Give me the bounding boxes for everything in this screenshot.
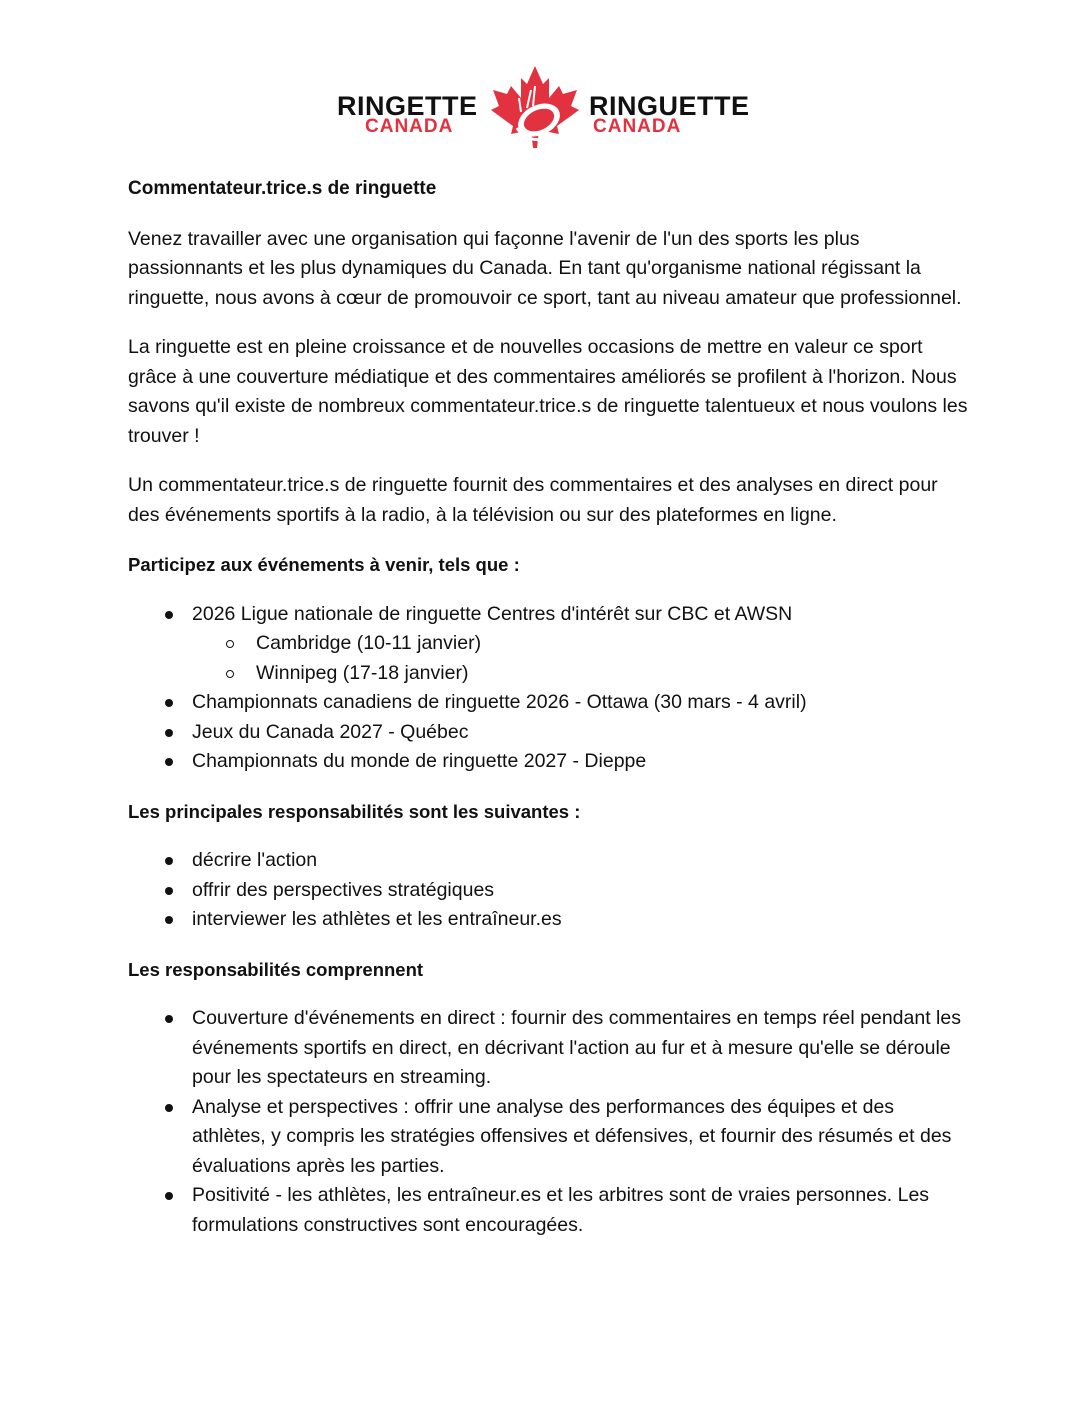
responsibility-item: décrire l'action <box>128 846 968 876</box>
logo-canada-text-en: CANADA <box>365 116 454 137</box>
logo-ringuette-text: RINGUETTE <box>589 91 750 121</box>
event-item: 2026 Ligue nationale de ringuette Centres d'intérêt sur CBC et AWSN <box>128 600 968 630</box>
event-subitem: Winnipeg (17-18 janvier) <box>128 659 968 689</box>
document-title: Commentateur.trice.s de ringuette <box>128 178 437 199</box>
main-responsibilities-list <box>128 846 968 935</box>
ringette-canada-logo <box>337 64 751 150</box>
responsibility-detail-item: Couverture d'événements en direct : fournir des commentaires en temps réel pendant les événements sportifs en direct, en décrivant l'action au fur et à mesure qu'elle se déroule pour les spectateurs en streaming. <box>128 1004 968 1093</box>
responsibility-item: offrir des perspectives stratégiques <box>128 876 968 906</box>
logo-ringette-text: RINGETTE <box>337 91 478 121</box>
intro-paragraph: Venez travailler avec une organisation qui façonne l'avenir de l'un des sports les plus passionnants et les plus dynamiques du Canada. En tant qu'organisme national régissant la ringuette, nous avons à cœur de promouvoir ce sport, tant au niveau amateur que professionnel. <box>128 227 962 309</box>
logo-canada-text-fr: CANADA <box>593 116 682 137</box>
events-heading: Participez aux événements à venir, tels que : <box>128 554 520 575</box>
responsibility-detail-item: Analyse et perspectives : offrir une analyse des performances des équipes et des athlètes, y compris les stratégies offensives et défensives, et fournir des résumés et des évaluations après les parties. <box>128 1093 968 1182</box>
growth-paragraph: La ringuette est en pleine croissance et de nouvelles occasions de mettre en valeur ce sport grâce à une couverture médiatique et des commentaires améliorés se profilent à l'horizon. Nous savons qu'il existe de nombreux commentateur.trice.s de ringuette talentueux et nous voulons les trouver ! <box>128 336 968 447</box>
main-responsibilities-heading: Les principales responsabilités sont les suivantes : <box>128 800 581 822</box>
events-list <box>128 600 968 777</box>
responsibilities-heading: Les responsabilités comprennent <box>128 958 424 980</box>
document-body <box>128 174 968 1260</box>
maple-leaf-ring-icon <box>487 64 583 150</box>
responsibility-detail-item: Positivité - les athlètes, les entraîneur.es et les arbitres sont de vraies personnes. Les formulations constructives sont encouragées. <box>128 1181 968 1240</box>
role-paragraph: Un commentateur.trice.s de ringuette fournit des commentaires et des analyses en direct pour des événements sportifs à la radio, à la télévision ou sur des plateformes en ligne. <box>128 474 938 526</box>
responsibilities-list <box>128 1004 968 1240</box>
event-item: Championnats du monde de ringuette 2027 - Dieppe <box>128 747 968 777</box>
event-item: Championnats canadiens de ringuette 2026 - Ottawa (30 mars - 4 avril) <box>128 688 968 718</box>
event-item: Jeux du Canada 2027 - Québec <box>128 718 968 748</box>
responsibility-item: interviewer les athlètes et les entraîneur.es <box>128 905 968 935</box>
event-subitem: Cambridge (10-11 janvier) <box>128 629 968 659</box>
